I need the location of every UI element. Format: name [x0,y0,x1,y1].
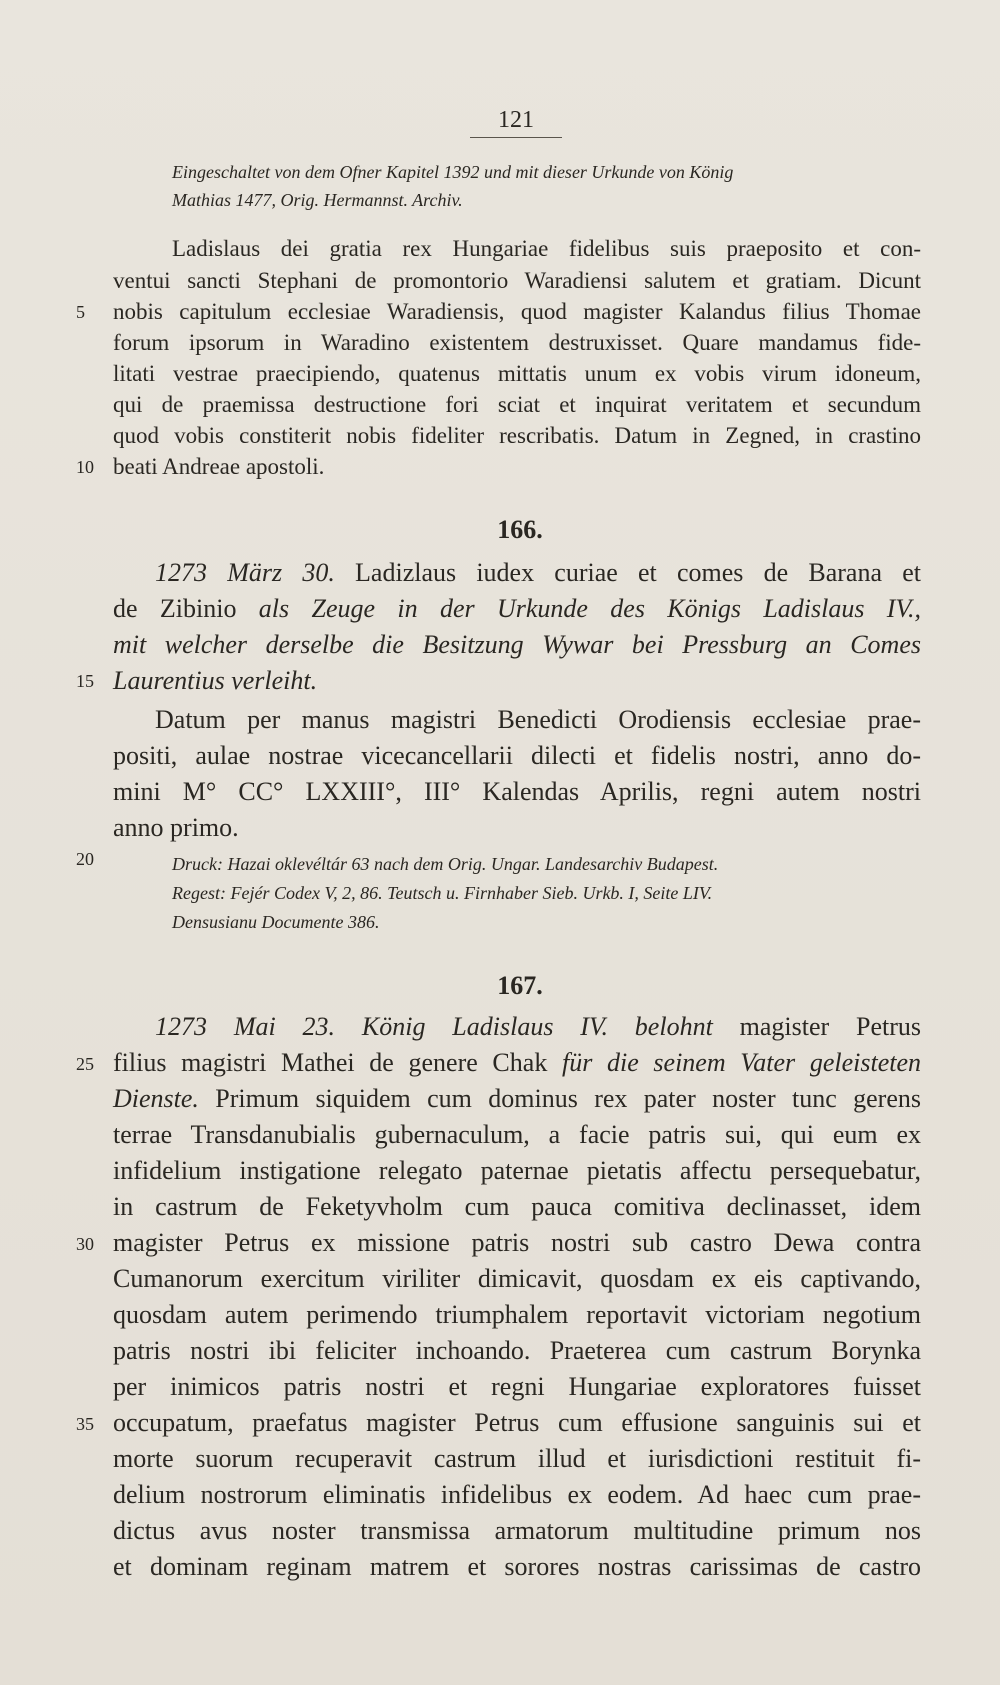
text-line: litati vestrae praecipiendo, quatenus mittatis unum ex vobis virum idoneum, [113,361,921,386]
summary-text: de Zibinio [113,594,259,623]
summary-text: Primum siquidem cum dominus rex pater noster tunc gerens [198,1084,921,1113]
text-line: et dominam reginam matrem et sorores nostras carissimas de castro [113,1552,921,1581]
summary-line [155,1010,921,1044]
summary-line [113,592,921,626]
summary-text-italic: als Zeuge in der Urkunde des Königs Ladislaus IV., [258,594,921,623]
header-note-line: Mathias 1477, Orig. Hermannst. Archiv. [172,190,463,210]
summary-text: Ladizlaus iudex curiae et comes de Barana et [334,558,921,587]
text-line: occupatum, praefatus magister Petrus cum effusione sanguinis sui et [113,1408,921,1437]
text-line: ventui sancti Stephani de promontorio Waradiensi salutem et gratiam. Dicunt [113,268,921,293]
document-number-heading: 167. [497,971,543,1000]
summary-text-italic: König Ladislaus IV. belohnt [335,1012,713,1041]
footnote-line: Druck: Hazai oklevéltár 63 nach dem Orig. Ungar. Landesarchiv Budapest. [172,854,719,874]
footnote-line: Regest: Fejér Codex V, 2, 86. Teutsch u. Firnhaber Sieb. Urkb. I, Seite LIV. [172,883,713,903]
text-line: dictus avus noster transmissa armatorum multitudine primum nos [113,1516,921,1545]
page-number: 121 [498,107,534,133]
text-line: patris nostri ibi feliciter inchoando. Praeterea cum castrum Borynka [113,1336,921,1365]
document-number-heading: 166. [497,515,543,544]
text-line: positi, aulae nostrae vicecancellarii dilecti et fidelis nostri, anno do- [113,741,921,770]
summary-text: filius magistri Mathei de genere Chak [113,1048,562,1077]
text-line: infidelium instigatione relegato paternae pietatis affectu persequebatur, [113,1156,921,1185]
text-line: forum ipsorum in Waradino existentem destruxisset. Quare mandamus fide- [113,330,921,355]
margin-line-number: 15 [76,671,94,691]
text-line: quosdam autem perimendo triumphalem reportavit victoriam negotium [113,1300,921,1329]
text-line: quod vobis constiterit nobis fideliter rescribatis. Datum in Zegned, in crastino [113,423,921,448]
text-line: Datum per manus magistri Benedicti Orodiensis ecclesiae prae- [155,705,921,734]
page-number-rule [470,137,562,138]
text-line: beati Andreae apostoli. [113,454,325,479]
text-line: Cumanorum exercitum viriliter dimicavit, quosdam ex eis captivando, [113,1264,921,1293]
header-note-line: Eingeschaltet von dem Ofner Kapitel 1392 und mit dieser Urkunde von König [172,162,734,182]
summary-line: mit welcher derselbe die Besitzung Wywar bei Pressburg an Comes [113,630,921,659]
margin-line-number: 10 [76,457,94,477]
text-line: qui de praemissa destructione fori sciat et inquirat veritatem et secundum [113,392,921,417]
text-line: per inimicos patris nostri et regni Hungariae exploratores fuisset [113,1372,921,1401]
text-line: Ladislaus dei gratia rex Hungariae fidelibus suis praeposito et con- [172,236,921,261]
summary-text-italic: für die seinem Vater geleisteten [561,1048,921,1077]
document-date: 1273 März 30. [155,558,335,587]
margin-line-number: 5 [76,302,85,322]
margin-line-number: 20 [76,849,94,869]
text-line: mini M° CC° LXXIII°, III° Kalendas Aprilis, regni autem nostri [113,777,921,806]
summary-text: magister Petrus [712,1012,921,1041]
summary-line [113,1082,921,1116]
text-line: morte suorum recuperavit castrum illud et iurisdictioni restituit fi- [113,1444,921,1473]
text-line: in castrum de Feketyvholm cum pauca comitiva declinasset, idem [113,1192,921,1221]
summary-line [155,556,921,590]
text-line: nobis capitulum ecclesiae Waradiensis, quod magister Kalandus filius Thomae [113,299,921,324]
footnote-line: Densusianu Documente 386. [172,912,380,932]
text-line: delium nostrorum eliminatis infidelibus ex eodem. Ad haec cum prae- [113,1480,921,1509]
document-date: 1273 Mai 23. [155,1012,336,1041]
summary-line: Laurentius verleiht. [113,666,318,695]
margin-line-number: 25 [76,1054,94,1074]
text-line: terrae Transdanubialis gubernaculum, a facie patris sui, qui eum ex [113,1120,921,1149]
summary-line [113,1046,921,1080]
margin-line-number: 35 [76,1414,94,1434]
summary-text-italic: Dienste. [113,1084,199,1113]
text-line: anno primo. [113,813,239,842]
text-line: magister Petrus ex missione patris nostri sub castro Dewa contra [113,1228,921,1257]
margin-line-number: 30 [76,1234,94,1254]
